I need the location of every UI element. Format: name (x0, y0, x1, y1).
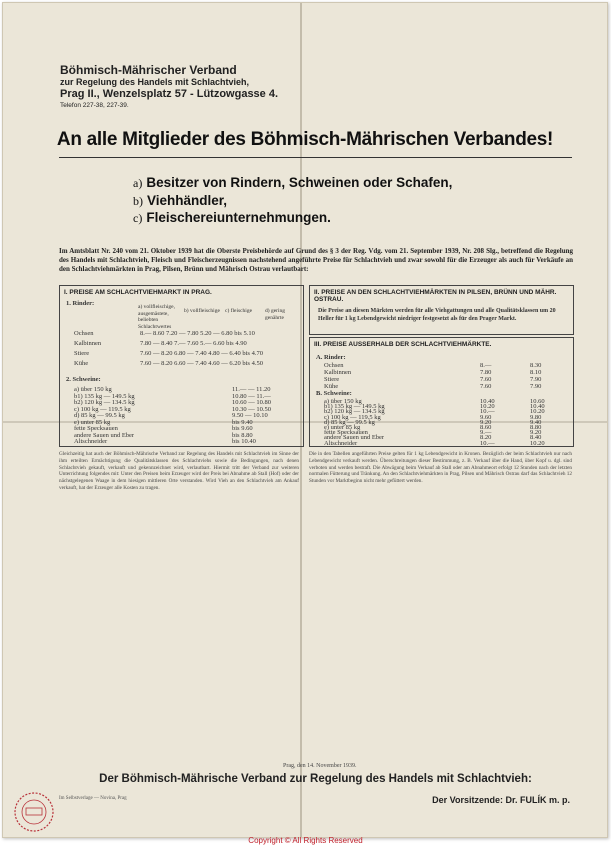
cattle-row-name: Stiere (74, 350, 90, 357)
pig-label: 2. Schweine: (66, 376, 101, 383)
s3-pig-row-v1: 8.20 (480, 434, 492, 442)
org-phone: Telefon 227-38, 227-39. (60, 102, 129, 109)
cattle-col-c: c) fleischige (225, 308, 253, 314)
s3-cattle-row-v1: 8.— (480, 362, 492, 369)
s3-pig-row-name: andere Sauen und Eber (324, 434, 385, 442)
s3-pig-row-v2: 9.80 (530, 413, 542, 421)
s3-pig-row-v2: 10.60 (530, 398, 545, 405)
addressee-text: Fleischereiunternehmungen. (146, 210, 331, 225)
s3-pig-row-v2: 10.40 (530, 403, 545, 411)
s3-pig-row-v2: 8.80 (530, 424, 542, 431)
cattle-row-values: 7.60 — 8.20 6.60 — 7.40 4.60 — 6.20 bis 4.50 (140, 360, 263, 367)
s3-cattle-row-name: Kühe (324, 383, 339, 390)
pig-row-name: b1) 135 kg — 149.5 kg (74, 392, 135, 400)
cattle-row-name: Kühe (74, 360, 89, 367)
pig-row-name: c) 100 kg — 119.5 kg (74, 405, 131, 413)
s3-pig-row-v2: 8.40 (530, 434, 542, 442)
addressee-letter: c) (133, 211, 143, 225)
pig-row-name: b2) 120 kg — 134.5 kg (74, 399, 135, 406)
s3-pig-row-name: a) über 150 kg (324, 398, 362, 405)
cattle-col-d: d) gering genährte (265, 308, 286, 321)
s3-cattle-row-v2: 8.10 (530, 369, 542, 376)
signoff-org: Der Böhmisch-Mährische Verband zur Regelung des Handels mit Schlachtvieh: (99, 773, 532, 785)
s3-pig-row-name: c) 100 kg — 119.5 kg (324, 413, 381, 421)
pig-row-name: Altschneider (74, 438, 108, 445)
pig-row-name: d) 85 kg — 99.5 kg (74, 412, 125, 419)
pig-row-values: bis 9.40 (232, 418, 253, 426)
s3-cattle-label: A. Rinder: (316, 354, 346, 361)
pig-row-name: a) über 150 kg (74, 386, 112, 393)
body-text-right: Die in den Tabellen angeführten Preise gelten für 1 kg Lebendgewicht in Kronen. Bezüglich der beim Schlachtvieh nur nach Lebendgewicht verkauft werden. Überschreitungen dieser Bestimmung, z. B. Verkauf über die Hand, über Kopf u. dgl. sind verboten und werden bestraft. Die Abwägung beim Verkauf ab Stall oder am Abnahmeort erfolgt 12 Stunden nach der letzten normalen Fütterung und Tränkung. An den Schlachtviehmärkten in Prag, Pilsen und Mährisch Ostrau darf das Schlachtvieh 12 Stunden vor Marktbeginn nicht mehr gefüttert werden. (309, 451, 572, 484)
archive-stamp-icon (12, 790, 56, 834)
pig-row-name: andere Sauen und Eber (74, 431, 135, 439)
addressee-text: Viehhändler, (147, 193, 228, 208)
section-outside-markets (309, 337, 574, 447)
addressee-a (133, 175, 452, 191)
org-purpose: zur Regelung des Handels mit Schlachtvieh, (60, 77, 250, 87)
s3-pig-row-v1: 9.60 (480, 413, 492, 421)
section-other-markets (309, 285, 574, 335)
s3-pig-row-v1: 10.40 (480, 398, 495, 405)
s3-pig-row-v1: 8.60 (480, 424, 492, 431)
s3-pig-row-name: Altschneider (324, 439, 358, 447)
copyright-notice: Copyright © All Rights Reserved (248, 836, 363, 845)
body-text-left: Gleichzeitig hat auch der Böhmisch-Mährische Verband zur Regelung des Handels mit Schlachtvieh im Sinne der ihm erteilten Ermächtigung die Qualitätsklassen des Schlachtviehs sowie die Bedingungen, nach denen Schlachtvieh gekauft, verkauft und gekennzeichnet wird, verlautbart. Hiermit tritt der Verband zur weiteren Unterrichtung folgendes mit: Unter den Preisen beim Erzeuger wird der Preis bei Abnahme ab Stall (Hof) oder der nächstgelegenen Waage in dem hiesigen mittleren Orte verstanden. Wird Vieh an den Schlachtvieh am Ankauf verkauft, hat der Erzeuger alle Kosten zu tragen. (59, 451, 299, 491)
poster-sheet (2, 2, 608, 838)
pig-row-values: 10.30 — 10.50 (232, 405, 271, 413)
s3-cattle-row-v2: 7.90 (530, 376, 542, 383)
addressee-letter: a) (133, 176, 143, 190)
org-address: Prag II., Wenzelsplatz 57 - Lützowgasse 4. (60, 88, 279, 100)
s3-pig-row-v1: 9.— (480, 429, 492, 437)
addressee-text: Besitzer von Rindern, Schweinen oder Schafen, (146, 175, 453, 190)
pig-row-name: e) unter 85 kg (74, 418, 111, 426)
section2-text: Die Preise an diesen Märkten werden für alle Viehgattungen und alle Qualitätsklassen um 20 Heller für 1 kg Lebendgewicht niedriger festgesetzt als für den Prager Markt. (318, 308, 556, 322)
pig-row-values: bis 9.60 (232, 425, 253, 432)
pig-row-values: bis 8.80 (232, 431, 253, 439)
s3-cattle-row-v1: 7.60 (480, 383, 492, 390)
section1-heading: I. PREISE AM SCHLACHTVIEHMARKT IN PRAG. (64, 289, 212, 296)
s3-pig-row-v1: 9.20 (480, 418, 492, 426)
section-prague-prices (59, 285, 304, 447)
addressee-c (133, 210, 331, 226)
s3-pig-row-name: b2) 120 kg — 134.5 kg (324, 408, 385, 416)
cattle-row-name: Ochsen (74, 330, 94, 337)
cattle-row-values: 7.60 — 8.20 6.80 — 7.40 4.80 — 6.40 bis 4.70 (140, 350, 263, 357)
s3-pig-row-v1: 10.20 (480, 403, 495, 411)
pig-row-values: 10.60 — 10.80 (232, 399, 271, 406)
s3-pig-row-v2: 9.40 (530, 418, 542, 426)
s3-pig-row-name: e) unter 85 kg (324, 424, 361, 431)
s3-cattle-row-name: Ochsen (324, 362, 344, 369)
pig-row-values: 9.50 — 10.10 (232, 412, 268, 419)
pig-row-values: bis 10.40 (232, 438, 256, 445)
s3-cattle-row-v2: 7.90 (530, 383, 542, 390)
cattle-row-values: 7.80 — 8.40 7.— 7.60 5.— 6.60 bis 4.90 (140, 340, 247, 347)
poster-title: An alle Mitglieder des Böhmisch-Mährischen Verbandes! (56, 129, 554, 150)
cattle-row-name: Kalbinnen (74, 340, 102, 347)
s3-pig-label: B. Schweine: (316, 390, 352, 397)
s3-pig-row-name: d) 85 kg — 99.5 kg (324, 418, 375, 426)
s3-cattle-row-v1: 7.80 (480, 369, 492, 376)
cattle-col-b: b) vollfleischige (184, 308, 220, 314)
org-name: Böhmisch-Mährischer Verband (60, 63, 237, 77)
title-rule (59, 157, 572, 158)
s3-pig-row-name: fette Specksauen (324, 429, 368, 437)
s3-cattle-row-v1: 7.60 (480, 376, 492, 383)
s3-pig-row-v1: 10.— (480, 408, 495, 416)
section2-heading: II. PREISE AN DEN SCHLACHTVIEHMÄRKTEN IN PILSEN, BRÜNN UND MÄHR. OSTRAU. (314, 289, 557, 303)
s3-pig-row-v2: 10.20 (530, 439, 545, 447)
s3-pig-row-name: b1) 135 kg — 149.5 kg (324, 403, 385, 411)
section3-heading: III. PREISE AUSSERHALB DER SCHLACHTVIEHMÄRKTE. (314, 341, 492, 348)
s3-pig-row-v2: 9.20 (530, 429, 542, 437)
cattle-col-a: a) vollfleischige, ausgemästete, beliebten Schlachtwertes (138, 304, 175, 330)
addressee-b (133, 193, 227, 209)
intro-paragraph: Im Amtsblatt Nr. 240 vom 21. Oktober 1939 hat die Oberste Preisbehörde auf Grund des § 3 der Reg. Vdg. vom 21. September 1939, Nr. 208 Slg., betreffend die Regelung des Handels mit Schlachtvieh, Fleisch und Fleischerzeugnissen nachstehend angeführte Preise für Schlachtvieh und zwar sowohl für die Erzeuger als auch für Verkäufe an den Schlachtviehmärkten in Prag, Pilsen, Brünn und Mährisch Ostrau verlautbart: (59, 247, 573, 273)
pig-row-name: fette Specksauen (74, 425, 118, 432)
s3-cattle-row-v2: 8.30 (530, 362, 542, 369)
printer-line: Im Selbstverlage — Novina, Prag (59, 796, 127, 801)
s3-cattle-row-name: Stiere (324, 376, 340, 383)
s3-pig-row-v1: 10.— (480, 439, 495, 447)
s3-pig-row-v2: 10.20 (530, 408, 545, 416)
cattle-row-values: 8.— 8.60 7.20 — 7.80 5.20 — 6.80 bis 5.10 (140, 330, 255, 337)
issue-date: Prag, den 14. November 1939. (283, 763, 357, 769)
pig-row-values: 10.80 — 11.— (232, 392, 271, 400)
pig-row-values: 11.— — 11.20 (232, 386, 271, 393)
cattle-label: 1. Rinder: (66, 300, 95, 307)
s3-cattle-row-name: Kalbinnen (324, 369, 352, 376)
signoff-chairman: Der Vorsitzende: Dr. FULÍK m. p. (432, 795, 570, 805)
addressee-letter: b) (133, 194, 143, 208)
